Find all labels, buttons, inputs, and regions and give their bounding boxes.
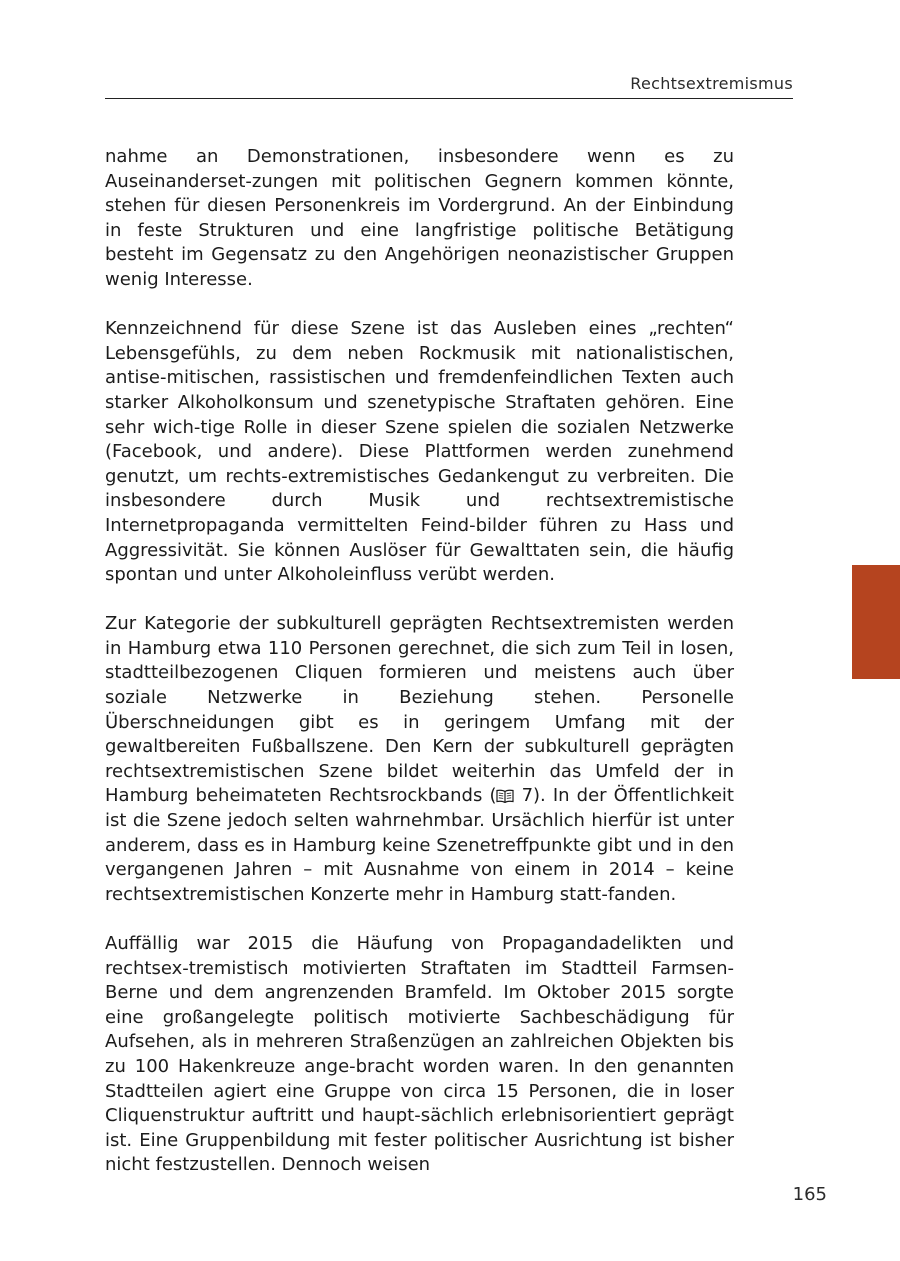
book-icon	[496, 789, 514, 803]
reference-number: 7	[514, 785, 534, 807]
page-number: 165	[792, 1184, 827, 1205]
paragraph: Kennzeichnend für diese Szene ist das Ausleben eines „rechten“ Lebensgefühls, zu dem neben Rockmusik mit nationalistischen, antise-mitischen, rassistischen und fremdenfeindlichen Texten auch starker Alkoholkonsum und szenetypische Straftaten gehören. Eine sehr wich-tige Rolle in dieser Szene spielen die sozialen Netzwerke (Facebook, und andere). Diese Plattformen werden zunehmend genutzt, um rechts-extremistisches Gedankengut zu verbreiten. Die insbesondere durch Musik und rechtsextremistische Internetpropaganda vermittelten Feind-bilder führen zu Hass und Aggressivität. Sie können Auslöser für Gewalttaten sein, die häufig spontan und unter Alkoholeinfluss verübt werden.	[105, 318, 734, 586]
running-header-title: Rechtsextremismus	[630, 74, 793, 93]
paragraph-text: ). In der Öffentlichkeit ist die Szene jedoch selten wahrnehmbar. Ursächlich hierfür ist unter anderem, dass es in Hamburg keine Szenetreffpunkte gibt und in den vergangenen Jahren – mit Ausnahme von einem in 2014 – keine rechtsextremistischen Konzerte mehr in Hamburg statt-fanden.	[105, 785, 734, 905]
paragraph-with-reference	[105, 612, 734, 907]
body-text	[105, 145, 734, 1178]
paragraph-text: Zur Kategorie der subkulturell geprägten Rechtsextremisten werden in Hamburg etwa 110 Personen gerechnet, die sich zum Teil in losen, stadtteilbezogenen Cliquen formieren und meistens auch über soziale Netzwerke in Beziehung stehen. Personelle Überschneidungen gibt es in geringem Umfang mit der gewaltbereiten Fußballszene. Den Kern der subkulturell geprägten rechtsextremistischen Szene bildet weiterhin das Umfeld der in Hamburg beheimateten Rechtsrockbands (	[105, 613, 734, 807]
running-header	[105, 74, 793, 99]
chapter-tab	[852, 565, 900, 679]
paragraph: Auffällig war 2015 die Häufung von Propagandadelikten und rechtsex-tremistisch motivierten Straftaten im Stadtteil Farmsen-Berne und dem angrenzenden Bramfeld. Im Oktober 2015 sorgte eine großangelegte politisch motivierte Sachbeschädigung für Aufsehen, als in mehreren Straßenzügen an zahlreichen Objekten bis zu 100 Hakenkreuze ange-bracht worden waren. In den genannten Stadtteilen agiert eine Gruppe von circa 15 Personen, die in loser Cliquenstruktur auftritt und haupt-sächlich erlebnisorientiert geprägt ist. Eine Gruppenbildung mit fester politischer Ausrichtung ist bisher nicht festzustellen. Dennoch weisen	[105, 933, 734, 1176]
paragraph: nahme an Demonstrationen, insbesondere wenn es zu Auseinanderset-zungen mit politischen Gegnern kommen könnte, stehen für diesen Personenkreis im Vordergrund. An der Einbindung in feste Strukturen und eine langfristige politische Betätigung besteht im Gegensatz zu den Angehörigen neonazistischer Gruppen wenig Interesse.	[105, 146, 734, 290]
